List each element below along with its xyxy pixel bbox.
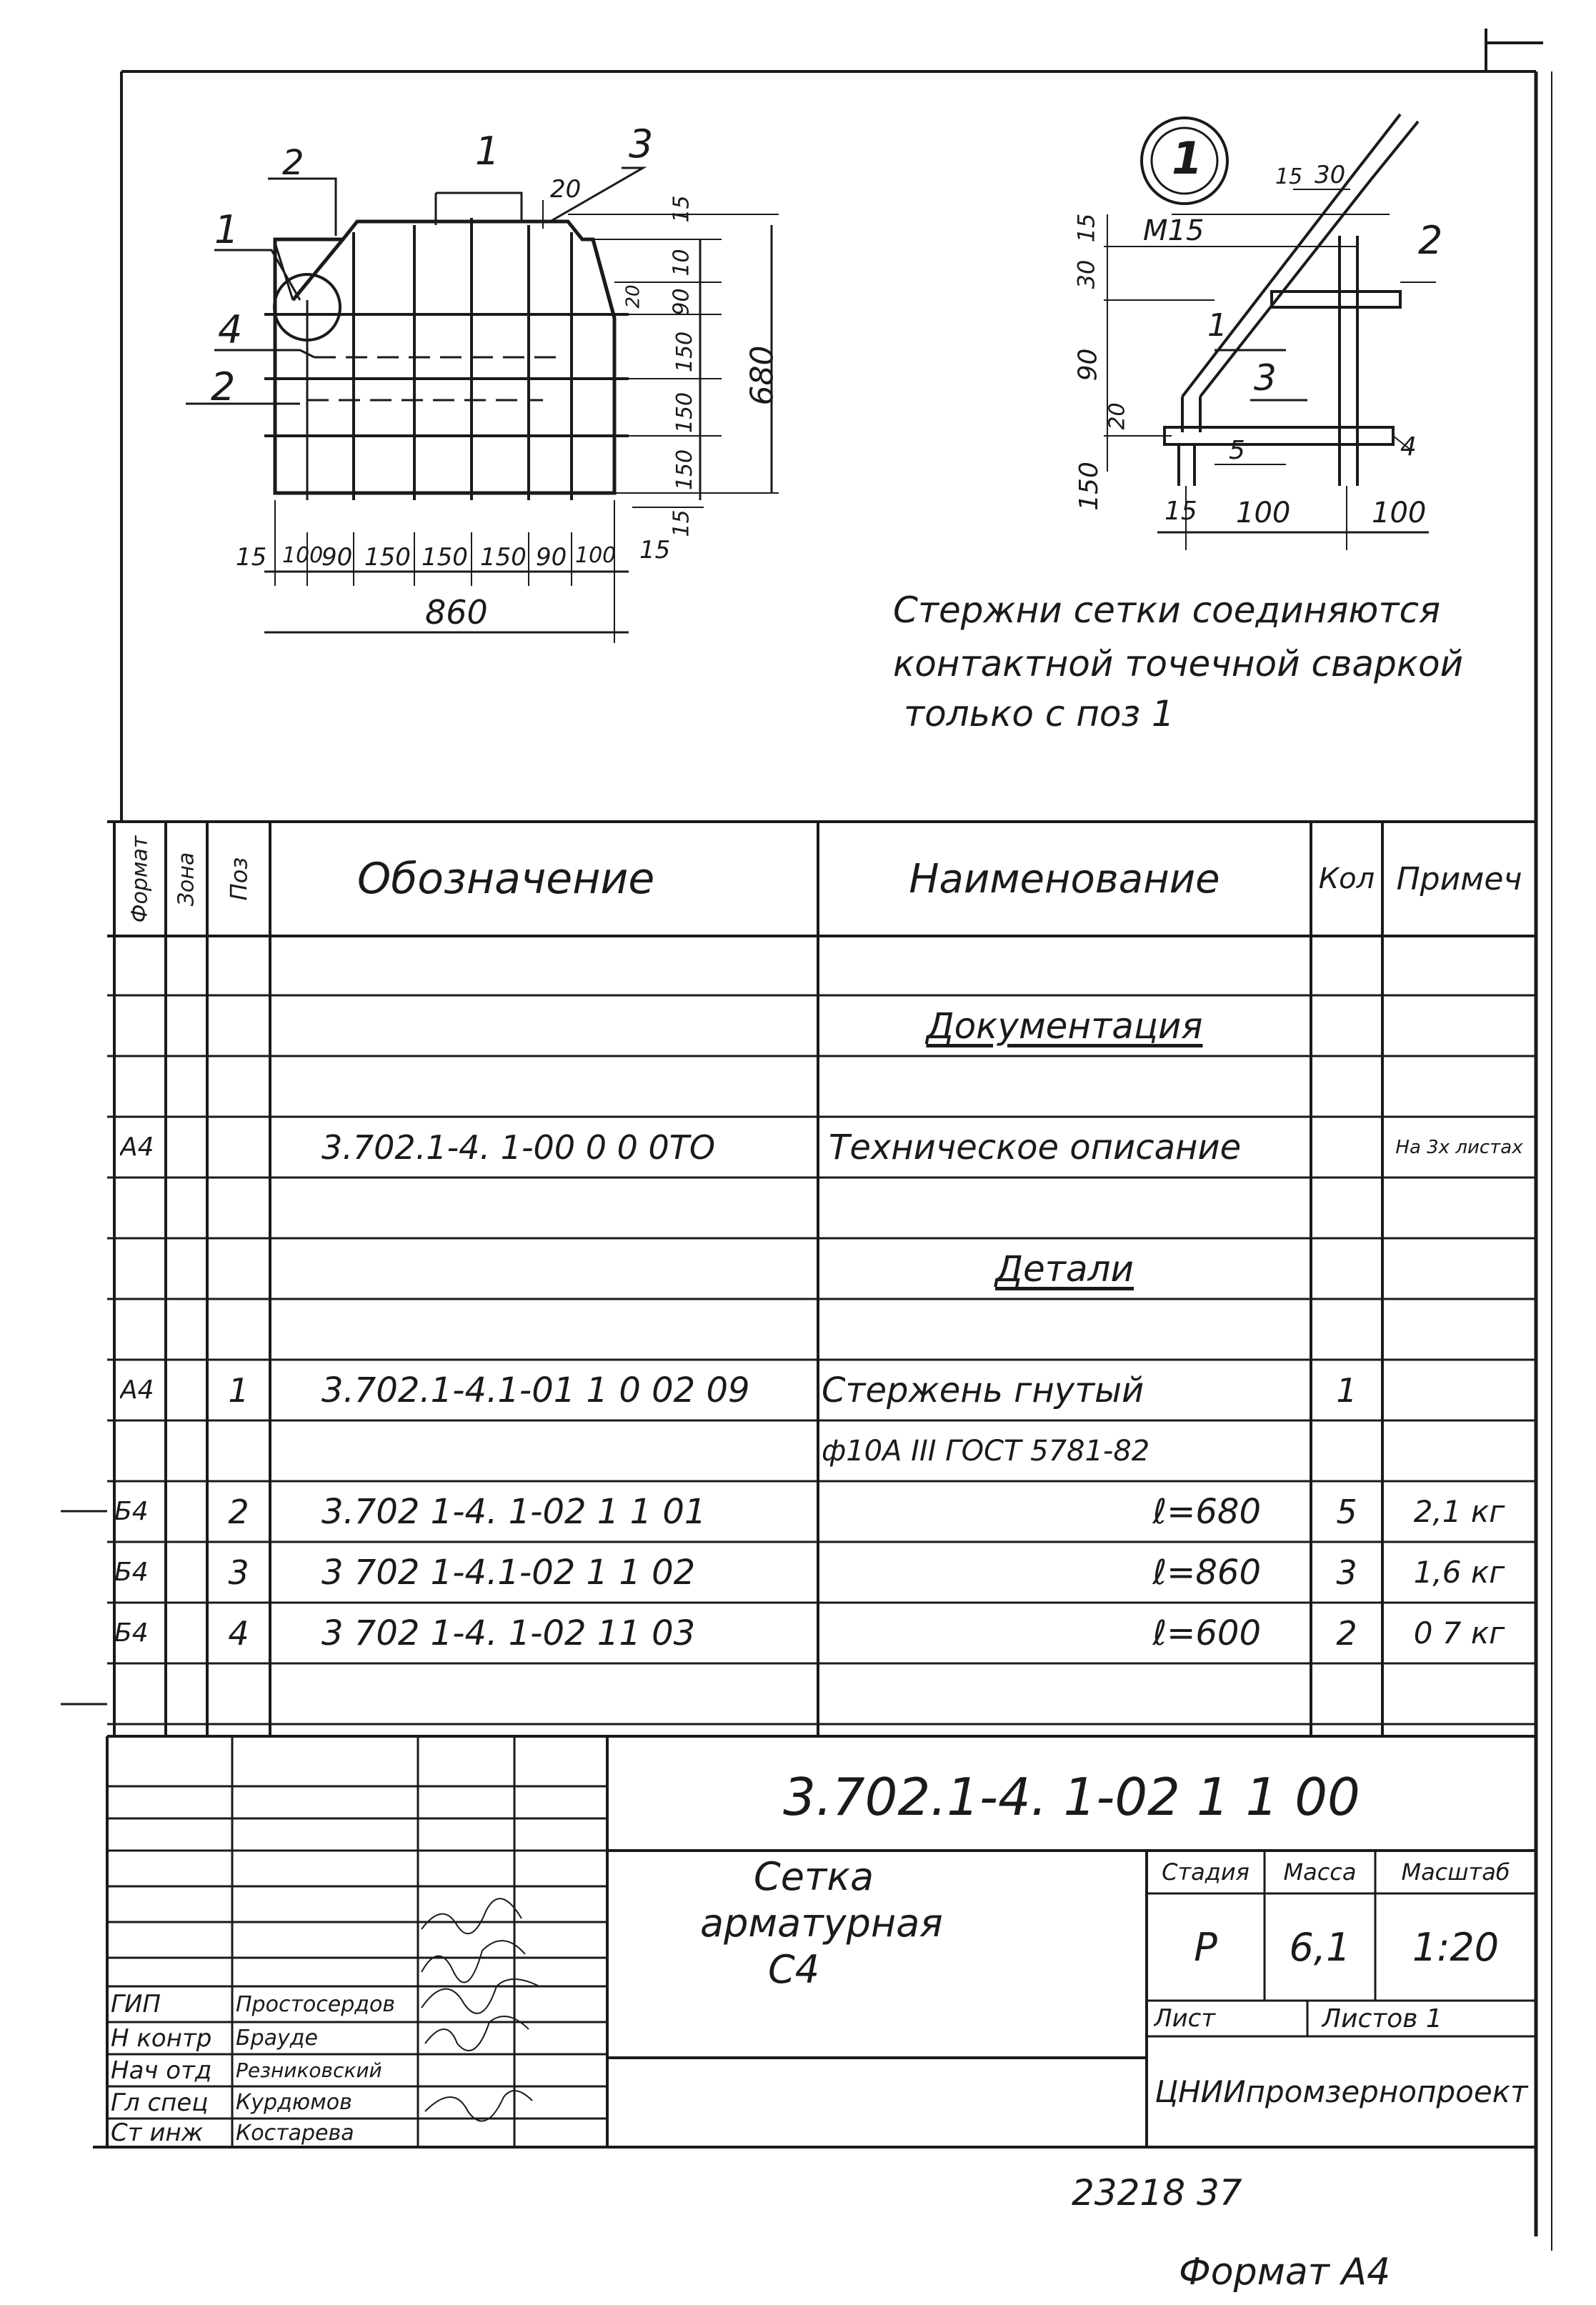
dim-right-10: 10 bbox=[669, 249, 694, 277]
node-dim-bottom-100b: 100 bbox=[1372, 497, 1427, 529]
header-qty: Кол bbox=[1318, 862, 1375, 895]
row-note: На 3х листах bbox=[1395, 1136, 1523, 1158]
node-leader-pos2: 2 bbox=[1418, 218, 1443, 263]
row-name: ф10А III ГОСТ 5781-82 bbox=[822, 1434, 1150, 1468]
node-dim-left-20: 20 bbox=[1104, 402, 1130, 430]
row-qty: 2 bbox=[1336, 1613, 1357, 1653]
section-documentation: Документация bbox=[926, 1005, 1203, 1047]
row-name: ℓ=860 bbox=[1152, 1552, 1261, 1593]
sheet-format: Формат А4 bbox=[1179, 2251, 1391, 2294]
node-dim-30-top: 30 bbox=[1315, 161, 1346, 189]
header-name: Наименование bbox=[909, 855, 1220, 902]
signature-name: Курдюмов bbox=[236, 2090, 352, 2115]
signature-role: Гл спец bbox=[111, 2088, 209, 2117]
signature-name: Простосердов bbox=[236, 1991, 396, 2017]
title-line-2: арматурная bbox=[700, 1901, 943, 1946]
node-dim-15-top: 15 bbox=[1275, 164, 1303, 189]
leader-label-pos4: 4 bbox=[218, 307, 243, 352]
header-format-cell bbox=[114, 822, 166, 936]
node-callout-number: 1 bbox=[1172, 132, 1203, 184]
header-zone-cell bbox=[166, 822, 207, 936]
dim-right-15a: 15 bbox=[669, 195, 694, 223]
note-line-2: контактной точечной сваркой bbox=[893, 643, 1464, 684]
row-name: ℓ=600 bbox=[1152, 1613, 1261, 1653]
signature-role: Нач отд bbox=[111, 2056, 212, 2085]
document-number: 3.702.1-4. 1-02 1 1 00 bbox=[783, 1767, 1360, 1827]
row-note: 2,1 кг bbox=[1413, 1494, 1505, 1529]
dim-bottom-15b: 15 bbox=[639, 536, 671, 564]
row-note: 1,6 кг bbox=[1413, 1555, 1505, 1590]
leader-label-pos1b: 1 bbox=[214, 207, 239, 252]
node-leader-pos5: 5 bbox=[1229, 436, 1245, 465]
scale-label: Масштаб bbox=[1401, 1858, 1510, 1886]
row-format: А4 bbox=[120, 1132, 154, 1162]
dim-bottom-150a: 150 bbox=[364, 543, 411, 572]
row-name: Стержень гнутый bbox=[822, 1370, 1144, 1410]
row-designation: 3.702.1-4. 1-00 0 0 0ТО bbox=[321, 1127, 716, 1167]
dim-right-150a: 150 bbox=[672, 331, 698, 373]
leader-label-pos1: 1 bbox=[475, 129, 500, 174]
sheets-label: Листов 1 bbox=[1322, 2003, 1442, 2033]
stage-label: Стадия bbox=[1162, 1858, 1250, 1886]
weld-label: M15 bbox=[1143, 214, 1205, 247]
header-format: Формат bbox=[127, 835, 153, 922]
row-designation: 3.702 1-4. 1-02 1 1 01 bbox=[321, 1491, 707, 1532]
dim-right-150c: 150 bbox=[672, 449, 698, 491]
row-format: Б4 bbox=[114, 1618, 149, 1648]
node-dim-left-15: 15 bbox=[1072, 213, 1100, 243]
dim-bottom-100a: 100 bbox=[282, 543, 324, 568]
header-zone: Зона bbox=[174, 852, 199, 906]
row-qty: 1 bbox=[1336, 1370, 1357, 1410]
node-leader-pos4: 4 bbox=[1400, 432, 1417, 462]
sheet-label: Лист bbox=[1154, 2004, 1216, 2033]
section-parts: Детали bbox=[994, 1248, 1134, 1290]
node-leader-pos3: 3 bbox=[1254, 357, 1277, 399]
node-dim-left-30: 30 bbox=[1072, 259, 1100, 289]
note-line-3: только с поз 1 bbox=[904, 693, 1174, 735]
dim-bottom-100b: 100 bbox=[575, 543, 617, 568]
mass-label: Масса bbox=[1283, 1858, 1357, 1886]
row-pos: 2 bbox=[228, 1492, 249, 1531]
row-format: Б4 bbox=[114, 1497, 149, 1526]
leader-label-pos2b: 2 bbox=[211, 364, 236, 409]
dim-right-90: 90 bbox=[669, 288, 694, 316]
leader-label-pos3: 3 bbox=[629, 121, 654, 166]
title-line-1: Сетка bbox=[754, 1854, 874, 1899]
row-qty: 5 bbox=[1336, 1492, 1357, 1531]
node-dim-left-150: 150 bbox=[1074, 462, 1104, 511]
row-note: 0 7 кг bbox=[1413, 1616, 1505, 1651]
row-name: Техническое описание bbox=[829, 1127, 1242, 1168]
organization-name: ЦНИИпромзернопроект bbox=[1154, 2074, 1528, 2109]
row-designation: 3.702.1-4.1-01 1 0 02 09 bbox=[321, 1370, 750, 1410]
leader-label-pos2: 2 bbox=[282, 143, 304, 183]
archive-number: 23218 37 bbox=[1072, 2172, 1242, 2214]
node-leader-pos1: 1 bbox=[1207, 307, 1227, 344]
dim-bottom-15a: 15 bbox=[236, 543, 267, 572]
row-pos: 3 bbox=[228, 1553, 249, 1592]
note-line-1: Стержни сетки соединяются bbox=[893, 589, 1441, 631]
title-line-3: С4 bbox=[768, 1947, 820, 1992]
dim-overall-width: 860 bbox=[425, 593, 488, 632]
node-detail bbox=[1104, 114, 1436, 550]
header-pos-cell bbox=[207, 822, 270, 936]
row-qty: 3 bbox=[1336, 1553, 1357, 1592]
node-dim-bottom-100a: 100 bbox=[1236, 497, 1291, 529]
signature-name: Браудe bbox=[236, 2026, 318, 2051]
scale-value: 1:20 bbox=[1412, 1924, 1500, 1970]
signature-role: Ст инж bbox=[111, 2119, 204, 2147]
header-designation: Обозначение bbox=[357, 854, 655, 904]
row-format: А4 bbox=[120, 1375, 154, 1405]
signature-role: ГИП bbox=[111, 1990, 161, 2018]
row-pos: 1 bbox=[228, 1370, 249, 1410]
header-pos: Поз bbox=[225, 857, 252, 901]
row-name: ℓ=680 bbox=[1152, 1491, 1261, 1532]
dim-right-20b: 20 bbox=[622, 284, 644, 309]
header-note: Примеч bbox=[1396, 860, 1522, 897]
row-designation: 3 702 1-4.1-02 1 1 02 bbox=[321, 1552, 696, 1593]
dim-bottom-150c: 150 bbox=[480, 543, 527, 572]
row-pos: 4 bbox=[228, 1613, 249, 1653]
stage-value: Р bbox=[1194, 1924, 1217, 1970]
mass-value: 6,1 bbox=[1289, 1924, 1351, 1970]
dim-bottom-90b: 90 bbox=[536, 543, 567, 572]
node-dim-left-90: 90 bbox=[1073, 348, 1103, 382]
dim-bottom-150b: 150 bbox=[422, 543, 468, 572]
row-format: Б4 bbox=[114, 1558, 149, 1587]
dim-right-20: 20 bbox=[550, 175, 582, 204]
dim-right-150b: 150 bbox=[672, 392, 698, 434]
dim-right-15b: 15 bbox=[669, 509, 694, 537]
signature-name: Костарева bbox=[236, 2120, 354, 2146]
dim-overall-height: 680 bbox=[744, 345, 781, 406]
node-dim-bottom-15: 15 bbox=[1164, 497, 1197, 526]
signature-name: Резниковский bbox=[236, 2058, 382, 2082]
row-designation: 3 702 1-4. 1-02 11 03 bbox=[321, 1613, 696, 1653]
dim-bottom-90a: 90 bbox=[321, 543, 353, 572]
signature-role: Н контр bbox=[111, 2023, 212, 2053]
